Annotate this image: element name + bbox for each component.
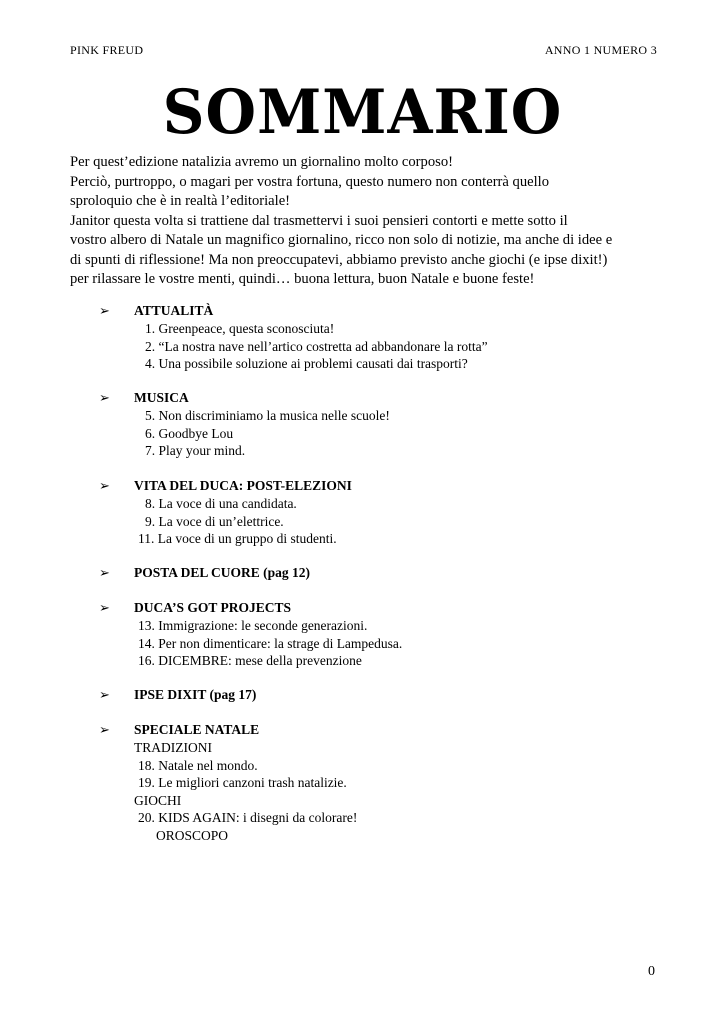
section-title: ATTUALITÀ	[134, 303, 214, 318]
section-title: VITA DEL DUCA: POST-ELEZIONI	[134, 478, 352, 493]
arrow-bullet-icon: ➢	[99, 478, 110, 493]
toc-item: 9. La voce di un’elettrice.	[145, 514, 284, 529]
toc-item: 11. La voce di un gruppo di studenti.	[138, 531, 337, 546]
subsection-label-tradizioni: TRADIZIONI	[134, 740, 212, 755]
section-title: POSTA DEL CUORE (pag 12)	[134, 565, 311, 580]
intro-line: di spunti di riflessione! Ma non preoccupatevi, abbiamo previsto anche giochi (e ipse dixit!)	[70, 251, 608, 268]
toc-item: 2. “La nostra nave nell’artico costretta ad abbandonare la rotta”	[145, 339, 488, 354]
intro-line: Perciò, purtroppo, o magari per vostra fortuna, questo numero non conterrà quello	[70, 173, 550, 190]
toc-item-oroscopo: OROSCOPO	[156, 828, 229, 843]
arrow-bullet-icon: ➢	[99, 687, 110, 702]
page-title: SOMMARIO	[162, 76, 563, 148]
toc-item: 5. Non discriminiamo la musica nelle scuole!	[145, 408, 390, 423]
section-title: DUCA’S GOT PROJECTS	[134, 600, 292, 615]
toc-item: 14. Per non dimenticare: la strage di Lampedusa.	[138, 636, 403, 651]
arrow-bullet-icon: ➢	[99, 600, 110, 615]
subsection-label-giochi: GIOCHI	[134, 793, 182, 808]
intro-line: Janitor questa volta si trattiene dal trasmettervi i suoi pensieri contorti e mette sotto il	[70, 212, 568, 229]
arrow-bullet-icon: ➢	[99, 722, 110, 737]
toc-item: 1. Greenpeace, questa sconosciuta!	[145, 321, 335, 336]
arrow-bullet-icon: ➢	[99, 390, 110, 405]
arrow-bullet-icon: ➢	[99, 303, 110, 318]
toc-item: 7. Play your mind.	[145, 443, 246, 458]
intro-line: sproloquio che è in realtà l’editoriale!	[70, 193, 291, 209]
section-title: MUSICA	[134, 390, 189, 405]
toc-item: 4. Una possibile soluzione ai problemi causati dai trasporti?	[145, 356, 468, 371]
intro-line: Per quest’edizione natalizia avremo un giornalino molto corposo!	[70, 154, 453, 170]
toc-item: 20. KIDS AGAIN: i disegni da colorare!	[138, 810, 358, 825]
header-right: ANNO 1 NUMERO 3	[544, 43, 657, 57]
intro-line: vostro albero di Natale un magnifico giornalino, ricco non solo di notizie, ma anche di idee e	[70, 232, 613, 248]
toc-item: 19. Le migliori canzoni trash natalizie.	[138, 775, 347, 790]
arrow-bullet-icon: ➢	[99, 565, 110, 580]
section-title: IPSE DIXIT (pag 17)	[134, 687, 257, 702]
intro-paragraph	[70, 153, 670, 290]
toc-item: 8. La voce di una candidata.	[145, 496, 297, 511]
toc-item: 6. Goodbye Lou	[145, 426, 234, 441]
toc-item: 13. Immigrazione: le seconde generazioni.	[138, 618, 368, 633]
toc-item: 16. DICEMBRE: mese della prevenzione	[138, 653, 362, 668]
page-number: 0	[648, 964, 655, 979]
intro-line: per rilassare le vostre menti, quindi… buona lettura, buon Natale e buone feste!	[70, 271, 535, 287]
header-left: PINK FREUD	[70, 43, 144, 57]
section-title: SPECIALE NATALE	[134, 722, 260, 737]
toc-item: 18. Natale nel mondo.	[138, 758, 258, 773]
